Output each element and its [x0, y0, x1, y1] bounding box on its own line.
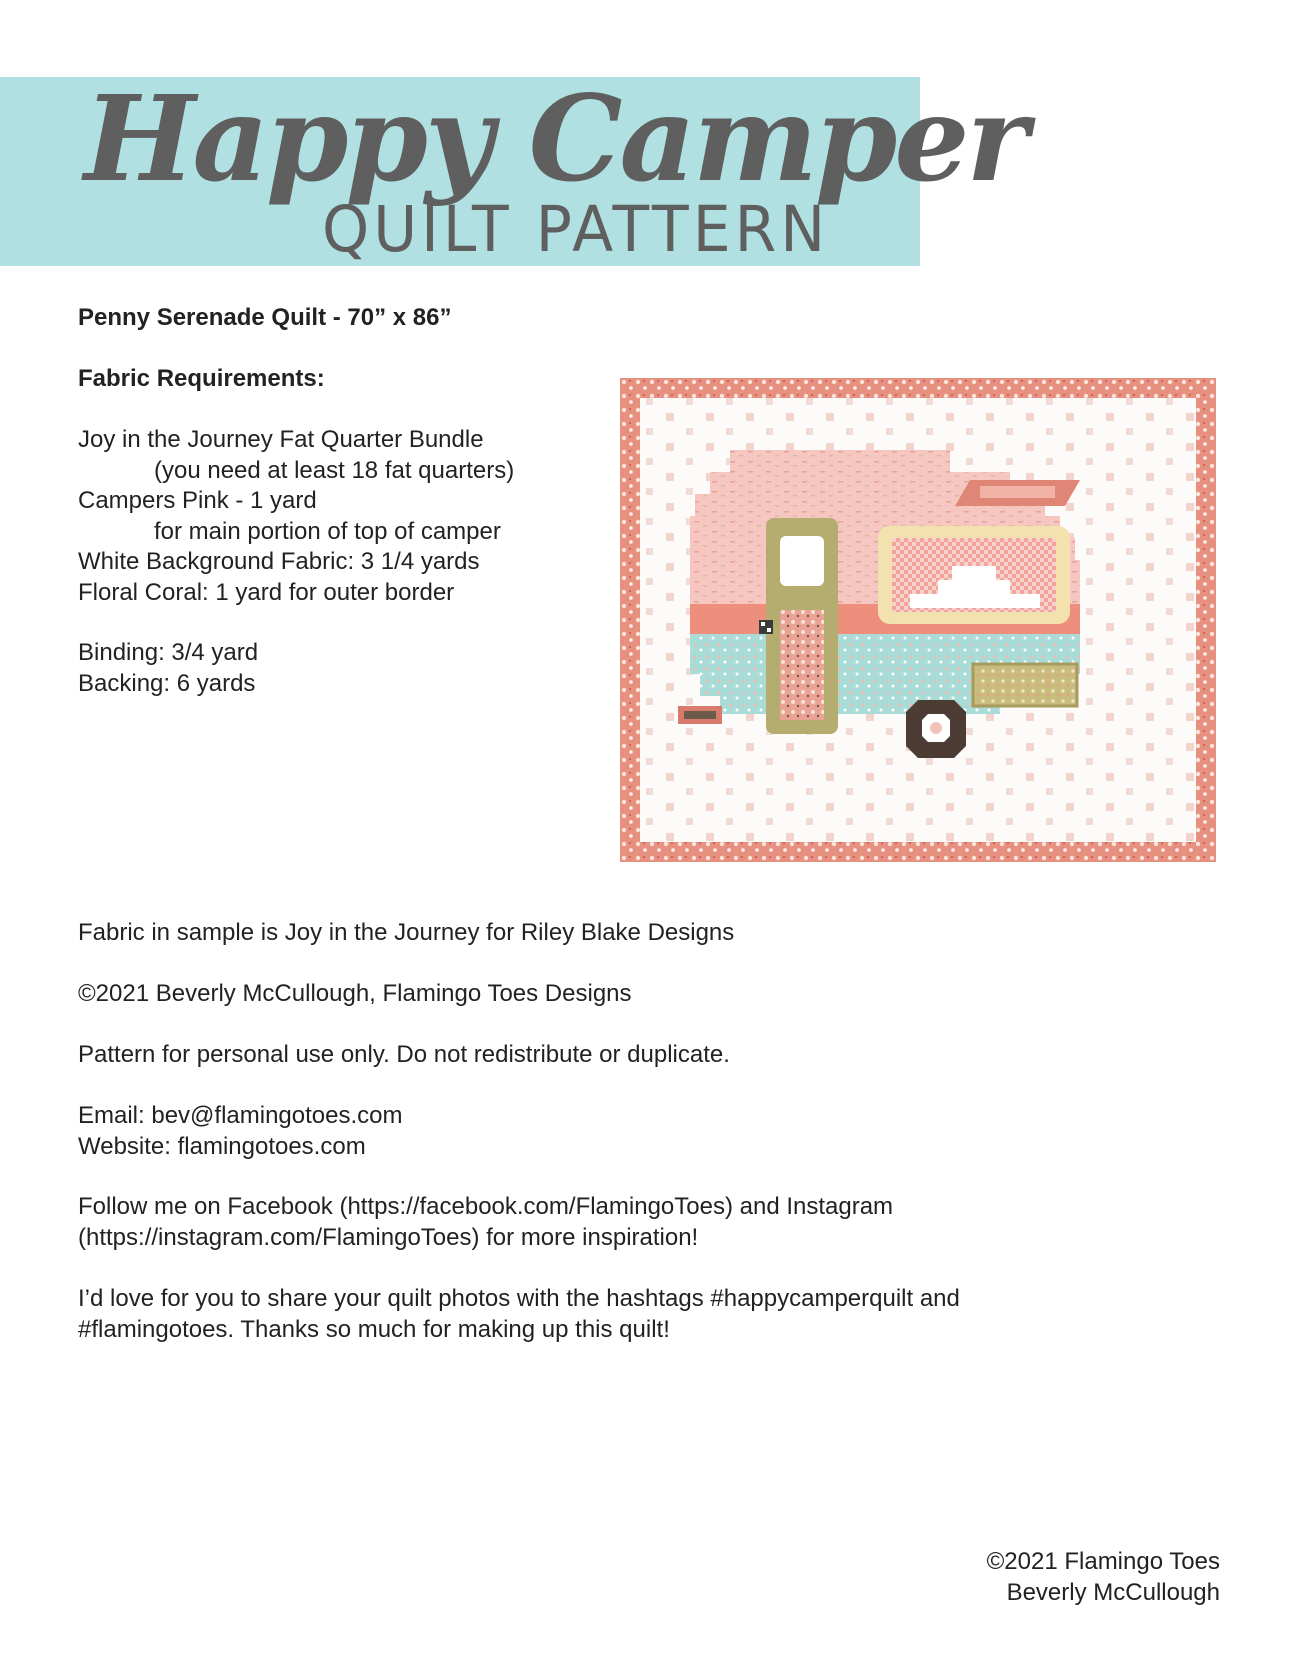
share-line: #flamingotoes. Thanks so much for making up this quilt! — [78, 1315, 670, 1343]
quilt-photo — [620, 378, 1216, 862]
footer-author: Beverly McCullough — [1006, 1578, 1220, 1606]
share-block — [78, 1284, 960, 1345]
contact-block — [78, 1101, 403, 1162]
fabric-line: (you need at least 18 fat quarters) — [154, 456, 515, 484]
binding-backing — [78, 638, 258, 699]
usage-note: Pattern for personal use only. Do not redistribute or duplicate. — [78, 1041, 730, 1068]
follow-line: Follow me on Facebook (https://facebook.com/FlamingoToes) and Instagram — [78, 1193, 894, 1220]
pattern-title: Happy Camper — [84, 69, 1026, 208]
email-line: Email: bev@flamingotoes.com — [78, 1102, 403, 1129]
follow-line: (https://instagram.com/FlamingoToes) for more inspiration! — [78, 1223, 699, 1251]
footer-copyright: ©2021 Flamingo Toes — [986, 1548, 1220, 1575]
copyright-line: ©2021 Beverly McCullough, Flamingo Toes Designs — [78, 980, 632, 1007]
website-line: Website: flamingotoes.com — [78, 1132, 366, 1160]
quilt-name: Penny Serenade Quilt - 70” x 86” — [78, 304, 452, 331]
page-footer — [987, 1547, 1220, 1608]
binding-line: Binding: 3/4 yard — [78, 639, 259, 666]
backing-line: Backing: 6 yards — [78, 669, 256, 697]
fabric-line: Campers Pink - 1 yard — [78, 487, 317, 514]
fabric-line: Joy in the Journey Fat Quarter Bundle — [78, 426, 484, 453]
follow-block — [78, 1192, 893, 1253]
share-line: I’d love for you to share your quilt photos with the hashtags #happycamperquilt and — [78, 1285, 960, 1312]
sample-fabric-note: Fabric in sample is Joy in the Journey for Riley Blake Designs — [78, 919, 735, 946]
fabric-line: White Background Fabric: 3 1/4 yards — [78, 548, 480, 575]
fabric-line: Floral Coral: 1 yard for outer border — [78, 578, 455, 606]
fabric-list — [78, 425, 514, 608]
fabric-line: for main portion of top of camper — [154, 517, 501, 545]
pattern-subtitle: QUILT PATTERN — [322, 193, 830, 267]
fabric-heading: Fabric Requirements: — [78, 365, 325, 392]
